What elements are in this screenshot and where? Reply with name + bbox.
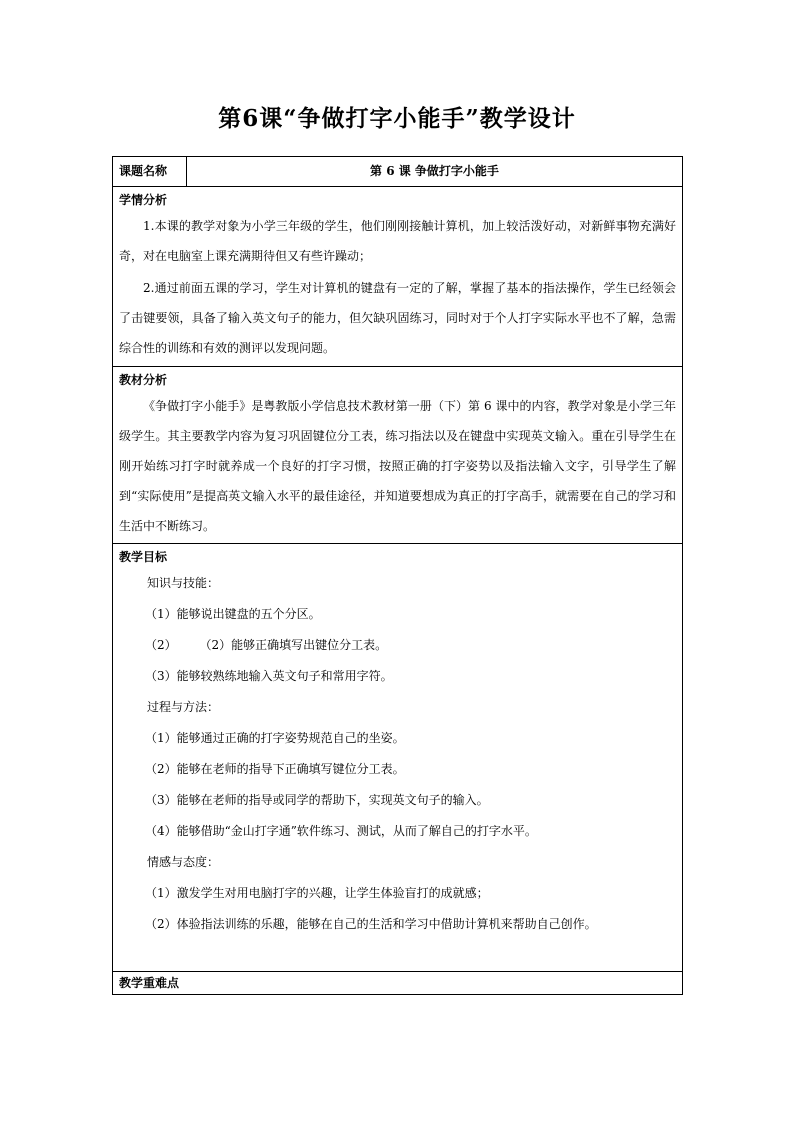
objectives-group-process: 过程与方法： [147,700,220,714]
topic-row [113,157,683,187]
objective-m1: （1）能够通过正确的打字姿势规范自己的坐姿。 [145,731,405,745]
objective-m2: （2）能够在老师的指导下正确填写键位分工表。 [145,762,405,776]
objective-k1: （1）能够说出键盘的五个分区。 [145,607,321,621]
objective-m3: （3）能够在老师的指导或同学的帮助下，实现英文句子的输入。 [145,793,489,807]
objective-m4: （4）能够借助“金山打字通”软件练习、测试，从而了解自己的打字水平。 [145,824,537,838]
objective-k3: （3）能够较熟练地输入英文句子和常用字符。 [145,669,393,683]
objectives-group-attitude: 情感与态度： [147,855,220,869]
objective-e2: （2）体验指法训练的乐趣，能够在自己的生活和学习中借助计算机来帮助自己创作。 [145,917,597,931]
material-analysis-cell [113,367,683,544]
topic-value: 第 6 课 争做打字小能手 [187,157,683,187]
lesson-plan-table [112,156,683,995]
key-difficulty-label: 教学重难点 [119,976,180,990]
document-title: 第6课“争做打字小能手”教学设计 [218,105,576,132]
material-analysis-label: 教材分析 [119,373,168,387]
objectives-group-knowledge: 知识与技能： [147,576,220,590]
student-analysis-p2: 2.通过前面五课的学习，学生对计算机的键盘有一定的了解，掌握了基本的指法操作，学生已经领会了击键要领，具备了输入英文句子的能力，但欠缺巩固练习，同时对于个人打字实际水平也不了解，急需综合性的训练和有效的测评以发现问题。 [119,281,676,355]
objective-k2: （2） （2）能够正确填写出键位分工表。 [145,638,388,652]
material-analysis-p1: 《争做打字小能手》是粤教版小学信息技术教材第一册（下）第 6 课中的内容，教学对象是小学三年级学生。其主要教学内容为复习巩固键位分工表，练习指法以及在键盘中实现英文输入。重在引导学生在刚开始练习打字时就养成一个良好的打字习惯，按照正确的打字姿势以及指法输入文字，引导学生了解到“实际使用”是提高英文输入水平的最佳途径，并知道要想成为真正的打字高手，就需要在自己的学习和生活中不断练习。 [119,399,676,533]
objectives-cell [113,544,683,972]
objectives-row [113,544,683,972]
key-difficulty-row [113,972,683,995]
student-analysis-p1: 1.本课的教学对象为小学三年级的学生，他们刚刚接触计算机，加上较活泼好动，对新鲜事物充满好奇，对在电脑室上课充满期待但又有些许躁动； [119,219,676,263]
objective-e1: （1）激发学生对用电脑打字的兴趣，让学生体验盲打的成就感； [145,886,489,900]
material-analysis-row [113,367,683,544]
student-analysis-row [113,187,683,367]
student-analysis-cell [113,187,683,367]
key-difficulty-cell [113,972,683,995]
topic-label: 课题名称 [113,157,187,187]
objectives-label: 教学目标 [119,550,168,564]
student-analysis-label: 学情分析 [119,193,168,207]
